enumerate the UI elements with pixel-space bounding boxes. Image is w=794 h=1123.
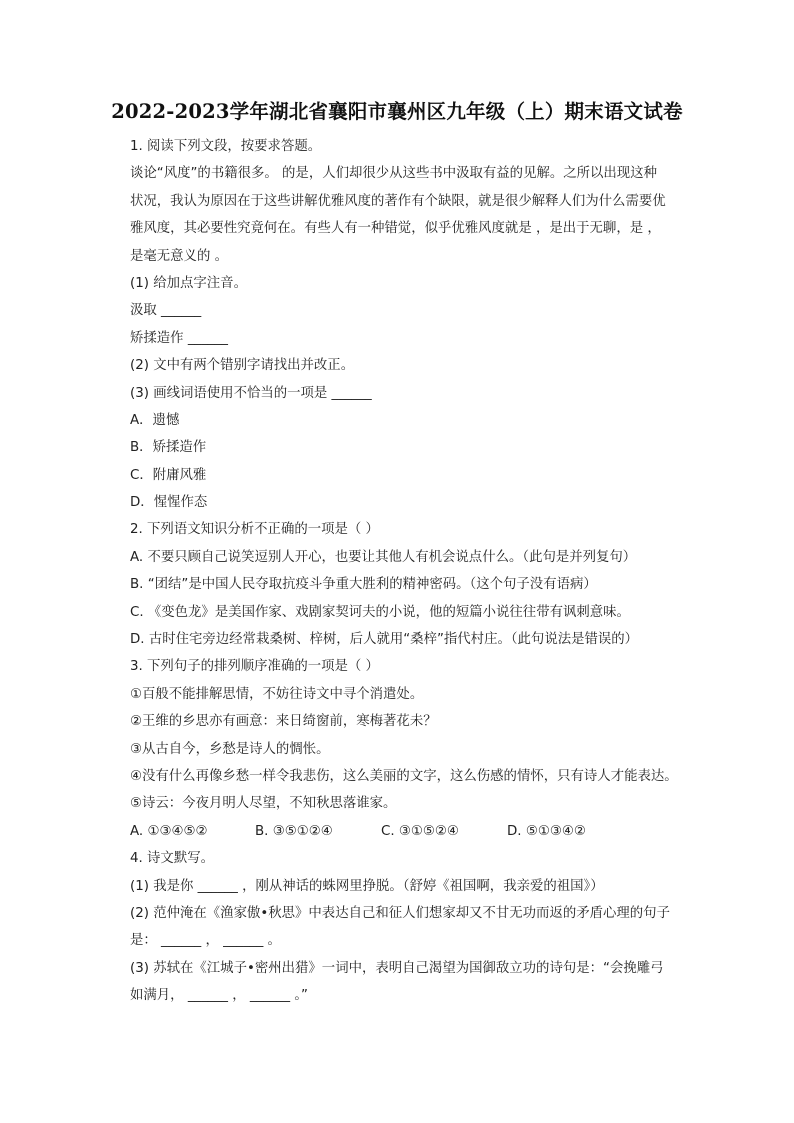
q3-option-d: D. ⑤①③④②	[507, 823, 586, 839]
exam-title: 2022-2023学年湖北省襄阳市襄州区九年级（上）期末语文试卷	[111, 100, 683, 123]
q2-heading: 2. 下列语文知识分析不正确的一项是（ ）	[130, 522, 379, 538]
q3-sentence-4: ④没有什么再像乡愁一样令我悲伤，这么美丽的文字，这么伤感的情怀，只有诗人才能表达。	[130, 768, 678, 784]
q1-sub1-item-1: 汲取 ______	[130, 303, 202, 319]
q1-option-a: A．遗憾	[130, 412, 180, 428]
q1-passage-line-2: 状况，我认为原因在于这些讲解优雅风度的著作有个缺限，就是很少解释人们为什么需要优	[130, 193, 666, 209]
q4-sub2-line-2: 是： ______ ， ______ 。	[130, 933, 281, 949]
q3-heading: 3. 下列句子的排列顺序准确的一项是（ ）	[130, 659, 379, 675]
q4-sub2-line-1: (2) 范仲淹在《渔家傲•秋思》中表达自己和征人们想家却又不甘无功而返的矛盾心理的句子	[130, 905, 670, 921]
q3-option-b: B. ③⑤①②④	[255, 823, 333, 839]
q4-sub3-line-1: (3) 苏轼在《江城子•密州出猎》一词中，表明自己渴望为国御敌立功的诗句是：“会挽雕弓	[130, 960, 664, 976]
q2-option-b: B. “团结”是中国人民夺取抗疫斗争重大胜利的精神密码。（这个句子没有语病）	[130, 577, 597, 593]
q1-option-c: C．附庸风雅	[130, 467, 207, 483]
q1-sub2: (2) 文中有两个错别字请找出并改正。	[130, 358, 355, 374]
q1-heading: 1. 阅读下列文段，按要求答题。	[130, 139, 322, 154]
q3-sentence-2: ②王维的乡思亦有画意：来日绮窗前，寒梅著花未？	[130, 714, 437, 730]
q2-option-a: A. 不要只顾自己说笑逗别人开心，也要让其他人有机会说点什么。（此句是并列复句）	[130, 549, 637, 565]
q1-passage-line-3: 雅风度，其必要性究竟何在。有些人有一种错觉，似乎优雅风度就是 ，是出于无聊，是 ，	[130, 221, 661, 237]
q2-option-c: C. 《变色龙》是美国作家、戏剧家契诃夫的小说，他的短篇小说往往带有讽刺意味。	[130, 604, 630, 620]
q3-options	[130, 818, 720, 845]
q1-sub1: (1) 给加点字注音。	[130, 275, 247, 291]
q1-option-d: D．惺惺作态	[130, 495, 208, 511]
q1-passage-line-4: 是毫无意义的 。	[130, 248, 228, 264]
q1-passage-line-1: 谈论“风度”的书籍很多。 的是，人们却很少从这些书中汲取有益的见解。之所以出现这种	[130, 166, 657, 182]
q3-sentence-3: ③从古自今，乡愁是诗人的惆怅。	[130, 741, 330, 757]
q3-sentence-1: ①百般不能排解思情，不妨往诗文中寻个消遣处。	[130, 686, 424, 702]
q1-sub3: (3) 画线词语使用不恰当的一项是 ______	[130, 385, 372, 401]
q4-sub1: (1) 我是你 ______ ，刚从神话的蛛网里挣脱。（舒婷《祖国啊，我亲爱的祖国》）	[130, 878, 604, 894]
exam-content	[130, 133, 720, 1010]
q1-option-b: B．矫揉造作	[130, 440, 207, 456]
q3-sentence-5: ⑤诗云：今夜月明人尽望，不知秋思落谁家。	[130, 796, 397, 812]
q4-heading: 4. 诗文默写。	[130, 851, 214, 867]
q3-option-c: C. ③①⑤②④	[381, 823, 459, 839]
q4-sub3-line-2: 如满月， ______ ， ______ 。”	[130, 988, 308, 1004]
q1-sub1-item-2: 矫揉造作 ______	[130, 330, 228, 346]
q3-option-a: A. ①③④⑤②	[130, 823, 208, 839]
q2-option-d: D. 古时住宅旁边经常栽桑树、梓树，后人就用“桑梓”指代村庄。（此句说法是错误的）	[130, 632, 639, 648]
